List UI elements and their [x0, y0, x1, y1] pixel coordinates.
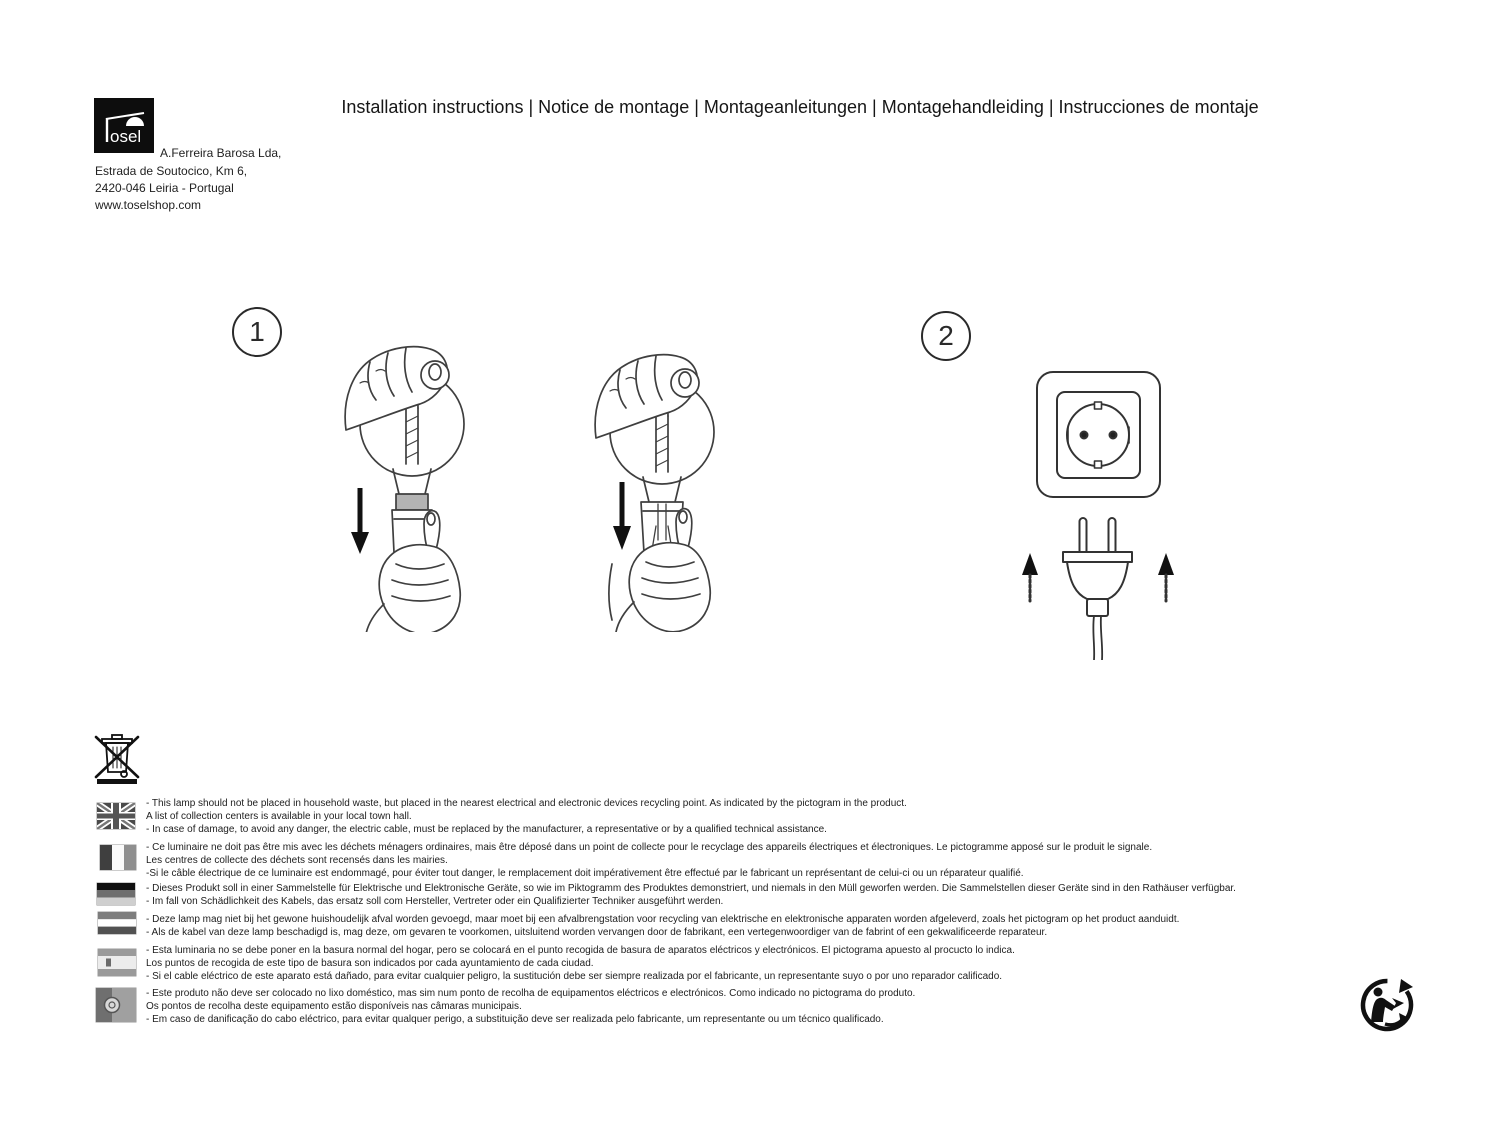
circle-arrowhead	[1399, 979, 1413, 993]
bulb-insertion-illustration-stage1	[340, 342, 500, 632]
notice-english	[146, 797, 907, 836]
notice-line: A list of collection centers is available in your local town hall.	[146, 811, 412, 823]
person-head	[1374, 988, 1383, 997]
france-flag-icon	[100, 845, 136, 870]
notice-line: - This lamp should not be placed in household waste, but placed in the nearest electrical and electronic devices recycling point. As indicated by the pictogram in the product.	[146, 798, 907, 809]
thumb	[671, 369, 699, 397]
spain-crest	[106, 959, 111, 967]
screw-thread-band	[396, 494, 428, 510]
notice-line: - Em caso de danificação do cabo eléctrico, para evitar qualquer perigo, a substituição deve ser realizada pelo fabricante, um representante ou um técnico qualificado.	[146, 1014, 884, 1026]
notice-line: - Esta luminaria no se debe poner en la basura normal del hogar, pero se colocará en el punto recogida de basura de aparatos eléctricos y electrónicos. El pictograma apuesto al procucto lo indica.	[146, 945, 1015, 956]
step-1-number: 1	[249, 316, 265, 347]
notice-dutch	[146, 913, 1179, 939]
step-2-badge	[921, 311, 971, 361]
notice-line: Los puntos de recogida de este tipo de basura son indicados por cada ayuntamiento de cada ciudad.	[146, 958, 594, 970]
notice-line: - Als de kabel van deze lamp beschadigd is, mag deze, om gevaren te voorkomen, uitsluitend worden vervangen door de fabrikant, een vertegenwoordiger van de fabrint of een gekwalificeerde reparateur.	[146, 927, 1048, 939]
notice-line: -Si le câble électrique de ce luminaire est endommagé, pour éviter tout danger, le remplacement doit impérativement être effectué par le fabricant un représentant de celui-ci ou un réparateur qualifié.	[146, 868, 1024, 880]
earth-notch-bottom	[1095, 461, 1102, 468]
netherlands-flag-icon	[98, 912, 136, 934]
down-arrow-icon	[351, 488, 369, 554]
notice-line: Os pontos de recolha deste equipamento estão disponíveis nas câmaras municipais.	[146, 1001, 522, 1013]
socket-hole-left	[1081, 432, 1088, 439]
notice-portuguese	[146, 987, 915, 1026]
curved-arrow	[1385, 1020, 1402, 1025]
up-arrow-icon	[1022, 553, 1038, 601]
notice-line: Les centres de collecte des déchets sont recensés dans les mairies.	[146, 855, 448, 867]
germany-flag-icon	[97, 883, 135, 905]
socket-hole-right	[1110, 432, 1117, 439]
company-name: A.Ferreira Barosa Lda,	[160, 146, 282, 160]
upper-hand	[595, 355, 699, 438]
notice-line: - Ce luminaire ne doit pas être mis avec les déchets ménagers ordinaires, mais être déposé dans un point de collecte pour le recyclage des appareils électriques et électroniques. Le pictogramme apposé sur le produit le signale.	[146, 842, 1153, 853]
spain-flag-icon	[98, 949, 136, 976]
weee-crossed-bin-icon	[93, 731, 141, 785]
up-arrow-icon	[1158, 553, 1174, 601]
notice-spanish	[146, 944, 1015, 983]
page-title: Installation instructions | Notice de montage | Montageanleitungen | Montagehandleiding | Instrucciones de montaje	[341, 97, 1259, 117]
notice-german	[146, 882, 1236, 908]
triman-recycling-icon	[1358, 976, 1416, 1034]
logo-text: osel	[110, 127, 142, 146]
weee-bar	[97, 779, 137, 784]
down-arrow-icon	[613, 482, 631, 550]
person-body	[1371, 998, 1395, 1022]
tosel-logo	[94, 98, 154, 153]
notice-french	[146, 841, 1152, 880]
uk-flag-icon	[97, 803, 135, 829]
step-2-number: 2	[938, 320, 954, 351]
notice-line: - In case of damage, to avoid any danger, the electric cable, must be replaced by the manufacturer, a representative or by a qualified technical assistance.	[146, 824, 827, 836]
power-cord	[1093, 616, 1102, 660]
portugal-flag-icon	[96, 988, 136, 1022]
company-website: www.toselshop.com	[95, 198, 202, 212]
step-1-badge	[232, 307, 282, 357]
notice-line: - Si el cable eléctrico de este aparato está dañado, para evitar cualquier peligro, la sustitución debe ser siempre realizada por el fabricante, un representante suyo o por uno reparador calificado.	[146, 971, 1003, 983]
notice-line: - Este produto não deve ser colocado no lixo doméstico, mas sim num ponto de recolha de equipamentos eléctricos e electrónicos. Como indicado no pictograma do produto.	[146, 988, 916, 999]
plug-pin-right	[1109, 518, 1116, 554]
earth-notch-top	[1095, 402, 1102, 409]
power-plug	[1063, 518, 1132, 660]
plug-socket-illustration	[1000, 355, 1200, 660]
company-street: Estrada de Soutocico, Km 6,	[95, 164, 248, 178]
plug-pin-left	[1080, 518, 1087, 554]
notice-line: - Deze lamp mag niet bij het gewone huishoudelijk afval worden gevoegd, maar moet bij een afvalbrengstation voor recycling van elektrische en elektronische apparaten worden afgeleverd, zoals het pictogram op het product aanduidt.	[146, 914, 1180, 925]
wall-socket	[1037, 372, 1160, 497]
bulb-insertion-illustration-stage2	[585, 342, 745, 632]
notice-line: - Dieses Produkt soll in einer Sammelstelle für Elektrische und Elektronische Geräte, so wie im Piktogramm des Produktes demonstriert, und niemals in den Müll geworfen werden. Die Sammelstellen dieser Geräte sind in den Rathäuser verfügbar.	[146, 883, 1236, 894]
thumb	[421, 361, 449, 389]
company-city: 2420-046 Leiria - Portugal	[95, 181, 234, 195]
notice-line: - Im fall von Schädlichkeit des Kabels, das ersatz soll com Hersteller, Vertreter oder ein Qualifizierter Techniker ausgeführt werden.	[146, 896, 724, 908]
upper-hand	[345, 347, 449, 430]
